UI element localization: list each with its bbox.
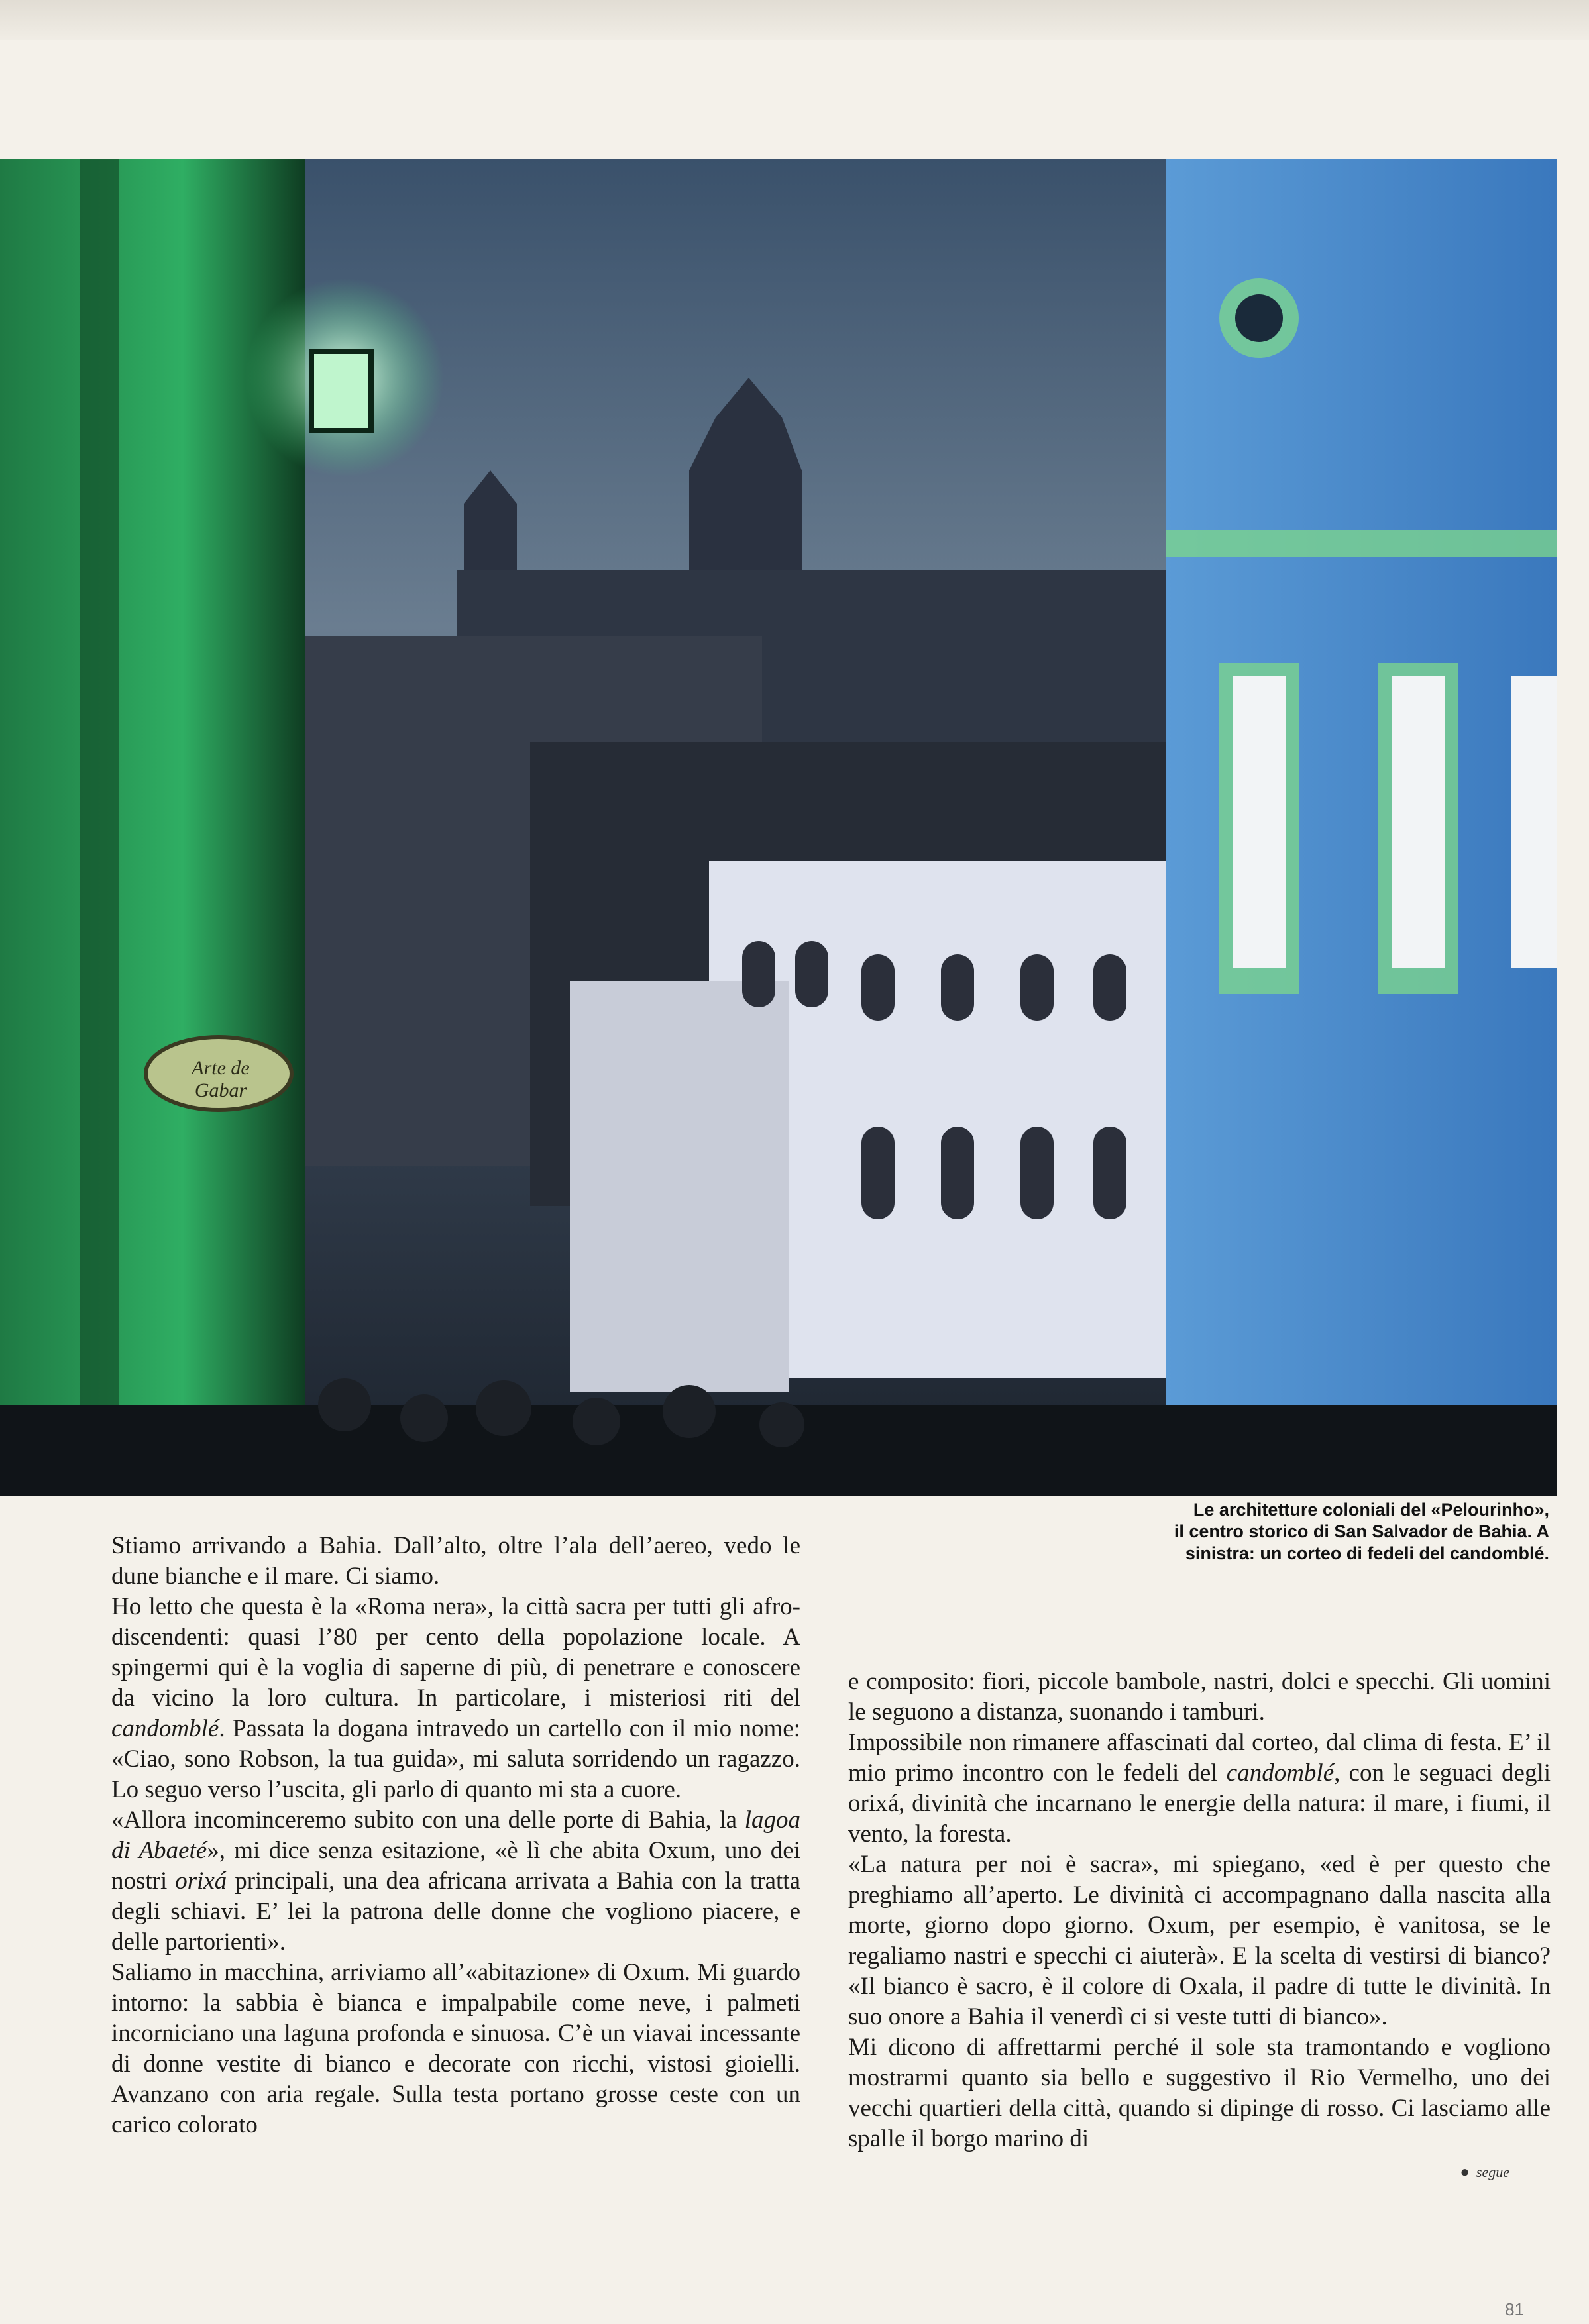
page-number: 81	[1505, 2299, 1524, 2319]
paragraph: Ho letto che questa è la «Roma nera», la città sacra per tutti gli afro-discendenti: quasi l’80 per cento della popolazione locale. A spingermi qui è la voglia di saperne di più, di penetrare e conoscere da vicino la loro cultura. In particolare, i misteriosi riti del candomblé. Passata la dogana intravedo un cartello con il mio nome: «Ciao, sono Robson, la tua guida», mi saluta sorridendo un ragazzo. Lo seguo verso l’uscita, gli parlo di quanto mi sta a cuore.	[111, 1593, 800, 1803]
photo-caption	[953, 1499, 1549, 1565]
shop-sign: Arte de Gabar	[192, 1057, 250, 1101]
paragraph: Impossibile non rimanere affascinati dal corteo, dal clima di festa. E’ il mio primo incontro con le fedeli del candomblé, con le seguaci degli orixá, divinità che incarnano le energie della natura: il mare, i fiumi, il vento, la foresta.	[848, 1729, 1551, 1848]
bullet-icon: ●	[1460, 2164, 1470, 2181]
top-strip	[0, 0, 1589, 40]
paragraph: e composito: fiori, piccole bambole, nastri, dolci e specchi. Gli uomini le seguono a distanza, suonando i tamburi.	[848, 1668, 1551, 1726]
caption-line-2: il centro storico di San Salvador de Bahia. A	[1174, 1522, 1549, 1541]
article-column-right	[848, 1667, 1551, 2154]
paragraph: «La natura per noi è sacra», mi spiegano, «ed è per questo che preghiamo all’aperto. Le divinità ci accompagnano dalla nascita alla morte, giorno dopo giorno. Oxum, per esempio, è vanitosa, se le regaliamo nastri e specchi ci aiuterà». E la scelta di vestirsi di bianco? «Il bianco è sacro, è il colore di Oxala, il padre di tutte le divinità. In suo onore a Bahia il venerdì ci si veste tutti di bianco».	[848, 1851, 1551, 2030]
paragraph: Mi dicono di affrettarmi perché il sole sta tramontando e vogliono mostrarmi quanto sia bello e suggestivo il Rio Vermelho, uno dei vecchi quartieri della città, quando si dipinge di rosso. Ci lasciamo alle spalle il borgo marino di	[848, 2034, 1551, 2152]
photo-pelourinho	[0, 159, 1557, 1496]
paragraph: Saliamo in macchina, arriviamo all’«abitazione» di Oxum. Mi guardo intorno: la sabbia è bianca e impalpabile come neve, i palmeti incorniciano una laguna profonda e sinuosa. C’è un viavai incessante di donne vestite di bianco e decorate con ricchi, vistosi gioielli. Avanzano con aria regale. Sulla testa portano grosse ceste con un carico colorato	[111, 1959, 800, 2138]
paragraph: Stiamo arrivando a Bahia. Dall’alto, oltre l’ala dell’aereo, vedo le dune bianche e il mare. Ci siamo.	[111, 1532, 800, 1590]
paragraph: «Allora incominceremo subito con una delle porte di Bahia, la lagoa di Abaeté», mi dice senza esitazione, «è lì che abita Oxum, uno dei nostri orixá principali, una dea africana arrivata a Bahia con la tratta degli schiavi. E’ lei la patrona delle donne che vogliono piacere, e delle partorienti».	[111, 1806, 800, 1956]
caption-line-1: Le architetture coloniali del «Pelourinho»,	[1193, 1500, 1549, 1520]
caption-line-3: sinistra: un corteo di fedeli del candomblé.	[1185, 1543, 1549, 1563]
continued-marker: ● segue	[1460, 2164, 1509, 2181]
photo-illustration	[0, 159, 1557, 1496]
article-column-left	[111, 1531, 800, 2140]
